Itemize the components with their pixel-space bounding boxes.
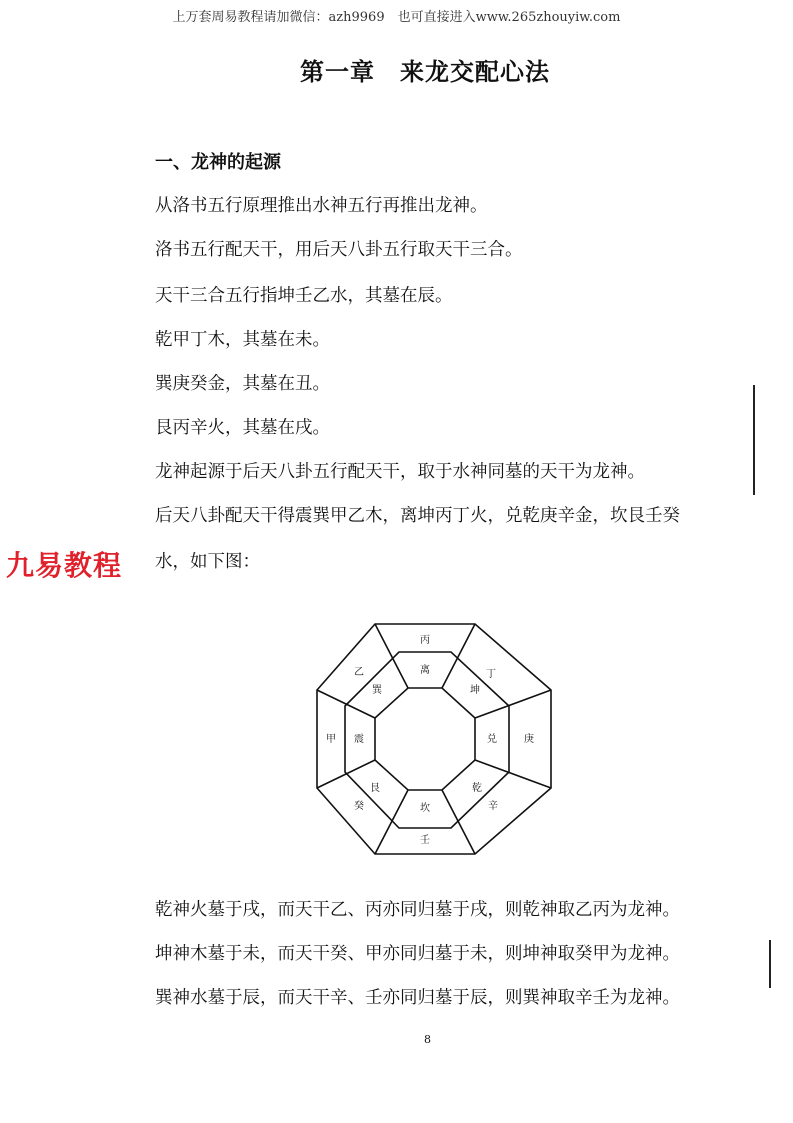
outer-label: 辛 (488, 801, 498, 812)
paragraph-line: 乾神火墓于戌，而天干乙、丙亦同归墓于戌，则乾神取乙丙为龙神。 (155, 900, 680, 920)
page-header-banner: 上万套周易教程请加微信：azh9969 也可直接进入www.265zhouyiw.com (172, 10, 621, 25)
outer-label: 丙 (420, 635, 430, 646)
middle-octagon (345, 652, 509, 828)
paragraph-line: 艮丙辛火，其墓在戌。 (155, 418, 330, 438)
paragraph-line: 水，如下图： (155, 552, 260, 572)
scan-edge-mark (769, 940, 771, 988)
outer-label: 癸 (354, 801, 364, 812)
inner-label: 兑 (487, 734, 497, 745)
paragraph-line: 巽神水墓于辰，而天干辛、壬亦同归墓于辰，则巽神取辛壬为龙神。 (155, 988, 680, 1008)
outer-label: 壬 (420, 835, 430, 846)
inner-label: 震 (354, 734, 364, 745)
bagua-octagon-diagram (315, 622, 555, 858)
watermark-logo-text: 九易教程 (6, 549, 123, 582)
paragraph-line: 龙神起源于后天八卦五行配天干，取于水神同墓的天干为龙神。 (155, 462, 645, 482)
scan-edge-mark (753, 385, 755, 495)
paragraph-line: 后天八卦配天干得震巽甲乙木，离坤丙丁火，兑乾庚辛金，坎艮壬癸 (155, 506, 680, 526)
inner-label: 乾 (472, 783, 482, 794)
paragraph-line: 天干三合五行指坤壬乙水，其墓在辰。 (155, 286, 453, 306)
paragraph-line: 巽庚癸金，其墓在丑。 (155, 374, 330, 394)
inner-label: 坎 (420, 803, 430, 814)
outer-label: 乙 (354, 667, 364, 678)
inner-label: 艮 (370, 783, 380, 794)
chapter-title: 第一章 来龙交配心法 (300, 57, 550, 86)
outer-label: 庚 (524, 734, 534, 745)
page-number: 8 (424, 1033, 431, 1046)
inner-label: 离 (420, 665, 430, 676)
outer-label: 丁 (486, 669, 496, 680)
outer-octagon (317, 624, 551, 854)
paragraph-line: 乾甲丁木，其墓在未。 (155, 330, 330, 350)
paragraph-line: 从洛书五行原理推出水神五行再推出龙神。 (155, 196, 488, 216)
inner-octagon (375, 688, 475, 790)
inner-label: 巽 (372, 685, 382, 696)
outer-label: 甲 (326, 734, 336, 745)
inner-label: 坤 (470, 685, 480, 696)
paragraph-line: 洛书五行配天干，用后天八卦五行取天干三合。 (155, 240, 523, 260)
section-heading: 一、龙神的起源 (155, 152, 281, 173)
paragraph-line: 坤神木墓于未，而天干癸、甲亦同归墓于未，则坤神取癸甲为龙神。 (155, 944, 680, 964)
